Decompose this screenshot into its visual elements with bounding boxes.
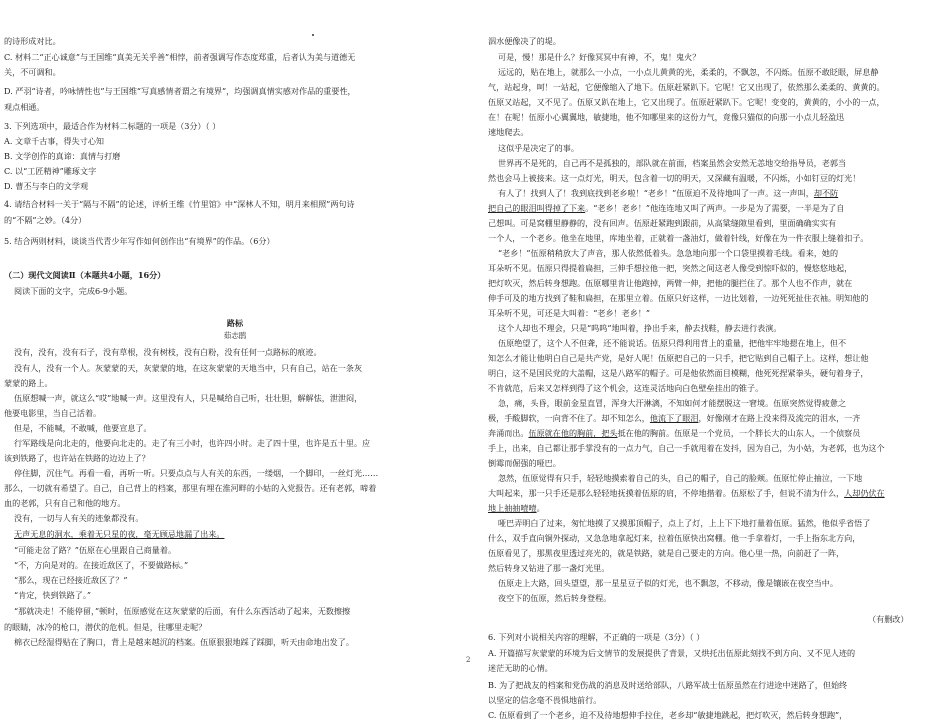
left-text-line: 停住脚，沉住气。再看一看，再听一听。只要点点与人有关的东西，一缕烟，一个脚印，一丝灯光…… — [14, 468, 379, 478]
right-text-line: 把自己的眼泪叫得掉了下来。“老乡！老乡！”他连连地又叫了两声。一步是为了需要，一半是为了自 — [488, 203, 845, 213]
right-text-line: 可是，慢！那是什么？好像冥冥中有神，不，鬼！鬼火？ — [498, 52, 701, 62]
left-text-line: 蒙蒙的路上。 — [4, 378, 53, 388]
right-text-line: 世界再不是死的，自己再不是孤独的，部队就在前面，档案虽然会安然无恙地交给指导员，老郭当 — [498, 158, 847, 168]
left-text-line: 该到铁路了，也许站在铁路的边边上了？ — [4, 453, 150, 463]
underlined-phrase: 地上抽抽噎噎 — [488, 503, 537, 513]
right-text-line: 忽然，伍原觉得有只手，轻轻地摸索着自己的头，自己的帽子，自己的脸颊。伍原忙停止抽泣，一下地 — [498, 473, 863, 483]
left-text-line: A. 文章千古事，得失寸心知 — [4, 136, 105, 146]
page-number: 2 — [466, 656, 471, 664]
right-text-line: 在！在呢！伍原小心翼翼地，敏捷地，他不知哪里来的这份力气，竟像只猫似的向那一小点儿轻盈迅 — [488, 112, 845, 122]
right-text-line: 这似乎是决定了的事。 — [498, 143, 579, 153]
right-text-line: 然后转身又钻进了那一盏灯光里。 — [488, 563, 610, 573]
left-text-line: “可能走岔了路？”伍原在心里跟自己商量着。 — [14, 545, 177, 555]
right-text-line: B. 为了把战友的档案和党伤战的消息及时送给部队，八路军战士伍原虽然在行进途中迷路了，但始终 — [488, 680, 848, 690]
left-text-line: B. 文学创作的真谛：真情与打磨 — [4, 151, 121, 161]
left-text-line: 但是，不能喊，不敢喊，他要宣息了。 — [14, 423, 152, 433]
left-text-line: D. 严羽“诗者，吟咏情性也”与王国维“写真感情者谓之有境界”，均强调真情实感对作品的重要性， — [4, 86, 356, 96]
right-text-line: “老乡！”伍原稍稍放大了声音，那人依然低着头。急急地向那一个口袋里摸着毛线。看来，她的 — [498, 248, 839, 258]
right-text-line: 伍原绝望了，这个人不但聋，还不能说话。伍原只得利用背上的重量，把他牢牢地摁在地上，但不 — [498, 338, 847, 348]
left-text-line: 的眼睛，冰冷的枪口，潜伏的危机。但是，往哪里走呢？ — [4, 622, 207, 632]
right-text-line: 伍原看见了，那黑夜里透过亮光的，就是铁路，就是自己要走的方向。他心里一热，向前赶了一阵， — [488, 548, 845, 558]
left-text-line: 行军路线是向北走的，他要向北走的。走了有三小时，也许四小时。走了四十里，也许是五十里。应 — [14, 438, 371, 448]
right-text-line: 奔涌而出。伍原就在他的胸前，把头抵在他的胸前。伍原是一个党员，一个胖长大的山东人，一个侦察员 — [488, 428, 861, 438]
right-text-line: 伍原又站起，又不见了。伍原又趴在地上，它又出现了。伍原赶紧趴下。它呢！变变的，黄黄的，小小的一点， — [488, 97, 885, 107]
right-text-line: 倒霉而倔强的哑巴。 — [488, 458, 561, 468]
left-text-line: 他要电影里，当自己活着。 — [4, 408, 102, 418]
right-text-line: 知怎么才能让他明白自己是共产党，是好人呢！伍原把自己的一只手，把它贴到自己帽子上。这样，想让他 — [488, 353, 869, 363]
left-text-line: 棉衣已经湿得贴在了胸口，背上是越来越沉的档案。伍原狠狠地踩了踩脚，听天由命地出发了。 — [14, 637, 354, 647]
right-text-line: （有删改） — [868, 614, 909, 624]
right-text-line: 6. 下列对小说相关内容的理解，不正确的一项是（3分）（ ） — [488, 632, 705, 642]
left-text-line: 5. 结合两则材料，谈谈当代青少年写作如何创作出“有境界”的作品。（6分） — [4, 236, 275, 246]
left-text-line: C. 以“工匠精神”雕琢文字 — [4, 166, 97, 176]
right-text-line: 伍原走上大路，回头望望，那一星星豆子似的灯光，也不飘忽，不移动，像是镶嵌在夜空当中。 — [498, 578, 838, 588]
left-text-line: 4. 请结合材料一关于“隔与不隔”的论述，评析王维《竹里馆》中“深林人不知，明月来相照”两句诗 — [4, 199, 355, 209]
left-text-line: “那么，现在已经接近敌区了？” — [14, 575, 128, 585]
left-text-line: 阅读下面的文字，完成6-9小题。 — [14, 286, 133, 296]
right-text-line: 哑巴弄明白了过来，匆忙地摸了又摸那顶帽子，点上了灯，上上下下地打量着伍原。猛然，他似乎省悟了 — [498, 518, 871, 528]
right-text-line: 气，站起身，呵！一站起，它便像缩入了地下。伍原赶紧趴下。它呢！它又出现了，依然那么柔柔的、黄黄的。 — [488, 82, 885, 92]
right-text-line: 以坚定的信念毫不畏惧地前行。 — [488, 695, 602, 705]
left-text-line: 3. 下列选项中，最适合作为材料二标题的一项是（3分）（ ） — [4, 121, 221, 131]
right-text-line: 地上抽抽噎噎。 — [488, 503, 545, 513]
left-text-line: 无声无息的洞水，乘着无只星的夜，毫无顾忌地漏了出来。 — [14, 529, 225, 539]
right-text-line: 己想叫。可是窝棚里静静的，没有回声。伍原赶紧跑到跟前，从高粱缝隙里看到，里面确确实实有 — [488, 218, 837, 228]
underlined-phrase: 却不防 — [813, 188, 839, 198]
left-text-line: 关，不可调和。 — [4, 67, 61, 77]
right-text-line: 泅水便像决了的堤。 — [488, 36, 561, 46]
left-text-line: 没有人，没有一个人。灰蒙蒙的天，灰蒙蒙的地，在这灰蒙蒙的天地当中，只有自己，站在一条灰 — [14, 363, 363, 373]
right-text-line: 夜空下的伍原，然后转身登程。 — [498, 593, 612, 603]
left-text-line: 那么，一切就有希望了。自己，自己背上的档案，那里有埋在淮河畔的小姑的入党报告。还有老郭，啼着 — [4, 483, 377, 493]
right-text-line: A. 开篇描写灰蒙蒙的环境为后文情节的发展提供了背景，又烘托出伍原此刻找不到方向、又不见人迹的 — [488, 648, 856, 658]
right-text-line: 耳朵听不见，可还是大叫着：“老乡！老乡！” — [488, 308, 651, 318]
underlined-phrase: 人却仍伏在 — [844, 488, 885, 498]
right-text-line: 远远的，贴在地上，就那么一小点，一小点儿黄黄的光，柔柔的，不飘忽，不闪烁。伍原不敢眨眼，屏息静 — [498, 67, 879, 77]
right-text-line: 迷茫无助的心情。 — [488, 663, 553, 673]
underlined-phrase: 把自己的眼泪叫得掉了下来 — [488, 203, 586, 213]
left-text-line: 没有，没有，没有石子，没有草根，没有树枝，没有白粉，没有任何一点路标的痕迹。 — [14, 347, 322, 357]
right-text-line: 伸手可及的地方找到了鞋和扁担，在那里立着。伍原只好这样，一边比划着，一边死死扯住衣袖。明知他的 — [488, 293, 869, 303]
left-text-line: 路标 — [226, 318, 244, 328]
underlined-phrase: 他流下了眼泪 — [649, 413, 699, 423]
right-text-line: 大叫起来，那一只手还是那么轻轻地抚摸着伍原的肩，不停地揩着。伍原松了手，但说不清为什么，人却仍伏在 — [488, 488, 885, 498]
left-text-line: 的“不隔”之妙。（4分） — [4, 215, 87, 225]
left-text-line: 茹志鹃 — [223, 331, 247, 340]
left-text-line: “那就决走！不能停留，”顿时，伍原感觉在这灰蒙蒙的后面，有什么东西活动了起来，无数擦擦 — [14, 606, 351, 616]
underlined-phrase: 伍原就在他的胸前，把头 — [528, 428, 618, 438]
left-text-line: C. 材料二“正心诚意”与王国维“真美无关乎善”相悖，前者强调写作态度郑重，后者认为美与道德无 — [4, 52, 356, 62]
right-text-line: 什么，双手直向铜外探动，又急急地拿起灯来，拉着伍原快出窝棚。他一手拿着灯，一手上指东北方向， — [488, 533, 861, 543]
right-text-line: 有人了！找到人了！我到底找到老乡啦！“老乡！”伍原迫不及待地叫了一声。这一声叫，却不防 — [498, 188, 839, 198]
right-text-line: 这个人却也不理会，只是“呜呜”地叫着，挣出手来，静去找鞋，静去进行表演。 — [498, 323, 782, 333]
right-text-line: 把灯吹灭，然后转身想跑。伍原哪里肯让他跑掉，两臂一伸，把他的腿拦住了。那个人也不作声，就在 — [488, 278, 853, 288]
right-text-line: 不肯就范，后来又怎样到得了这个机会，这连灵活地向白色壁垒挂出的锥子。 — [488, 383, 764, 393]
left-text-line: D. 曹丕与李白的文学观 — [4, 181, 89, 191]
right-text-line: 然也会马上被接来。这一点灯光，明天，包含着一切的明天，又深藏有温暖，不闪烁，小如钉豆的灯光！ — [488, 173, 861, 183]
right-text-line: 一个人，一个老乡。他坐在地里，库地坐着，正就着一盏油灯，做着针线，好像在为一件衣服上缝着扣子。 — [488, 233, 869, 243]
left-text-line: （二）现代文阅读Ⅱ（本题共4小题，16分） — [4, 270, 166, 280]
left-text-line: “肯定，快到铁路了。” — [14, 590, 92, 600]
right-text-line: 耳朵听不见。伍原只得提着扁担，三伸手想拉他一把，突然之间这老人像受到惊吓似的，慢悠悠地起， — [488, 263, 853, 273]
right-text-line: 速地爬去。 — [488, 127, 529, 137]
right-text-line: C. 伍原看到了一个老乡，迫不及待地想伸手拉住，老乡却“敏捷地跳起，把灯吹灭，然后转身想跑”， — [488, 710, 848, 720]
right-text-line: 急，痛，头昏，眼前金星直冒，浑身大汗淋漓，不知如何才能摆脱这一窘境。伍原突然觉得疲惫之 — [498, 398, 847, 408]
left-text-line: 伍原想喊一声，就这么“哎”地喊一声。这里没有人，只是喊给自己听，壮壮胆，解解怯，泄泄闷， — [14, 393, 363, 403]
right-text-line: 极，手酸脚软，一向背不住了。却不知怎么，他流下了眼泪，好像刚才在路上没来得及流完的泪水，一齐 — [488, 413, 861, 423]
left-text-line: “不，方向是对的。在接近敌区了，不要做路标。” — [14, 560, 189, 570]
left-text-line: 血的老郭，只有自己和他的地方。 — [4, 498, 126, 508]
left-text-line: 没有，一切与人有关的迹象都没有。 — [14, 513, 144, 523]
left-text-line: 观点相通。 — [4, 102, 45, 112]
stray-mark — [312, 34, 314, 36]
left-text-line: 的诗形成对比。 — [4, 36, 61, 46]
right-text-line: 明白，这不是国民党的大盖帽，这是八路军的帽子。可是他依然面目模糊，他死死捏紧拳头，硬句着身子， — [488, 368, 869, 378]
right-text-line: 手上，出来，自己都让那手掌没有的一点力气，自己一手就甩着在发抖，因为自己，为小姑，为老郭，也为这个 — [488, 443, 885, 453]
